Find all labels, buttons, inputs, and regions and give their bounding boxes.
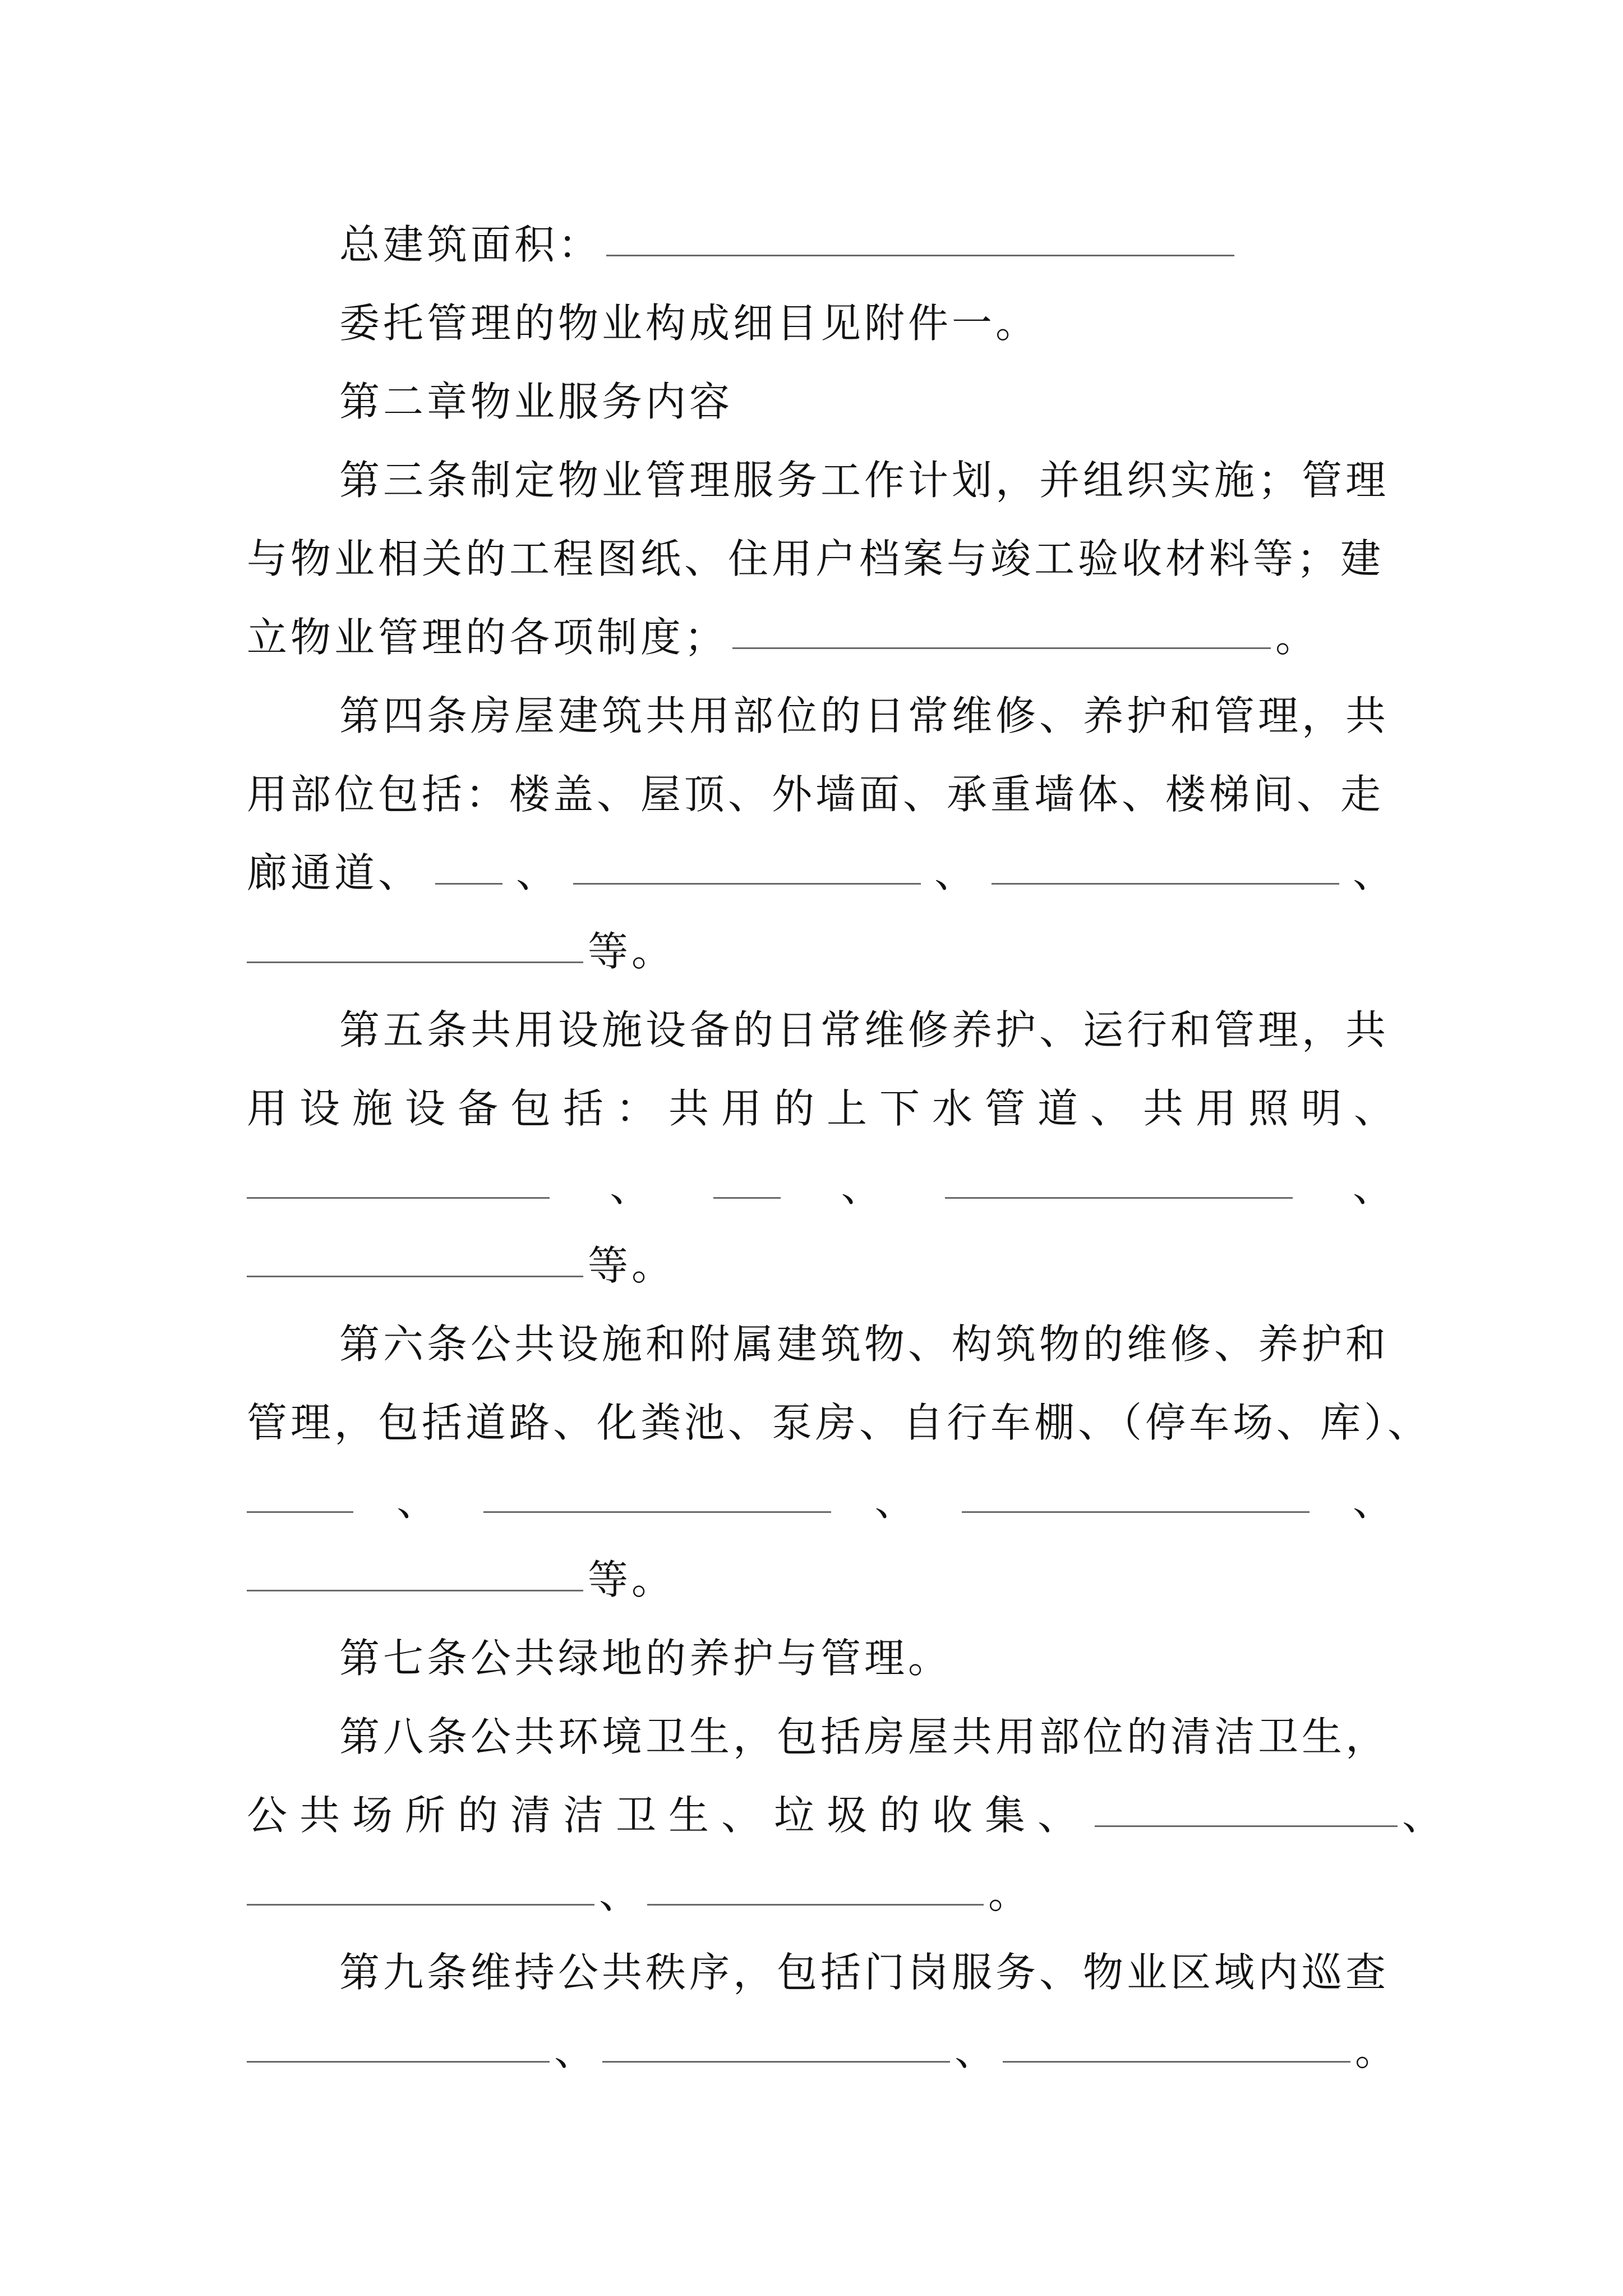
article-3-line-1: [339, 435, 1389, 519]
article-8-line-3: [247, 1848, 1032, 1932]
paragraph-text: 、: [934, 849, 978, 896]
paragraph-text: 第六条公共设施和附属建筑物、构筑物的维修、养护和: [339, 1320, 1390, 1368]
paragraph-text: 、: [515, 849, 560, 896]
paragraph-text: 等。: [588, 1242, 676, 1289]
paragraph-text: 第八条公共环境卫生，包括房屋共用部位的清洁卫生，: [339, 1713, 1390, 1760]
paragraph-text: 、: [1352, 1478, 1396, 1525]
fill-blank[interactable]: [247, 1248, 583, 1277]
fill-blank[interactable]: [247, 1483, 353, 1513]
paragraph-text: 等。: [588, 928, 676, 975]
fill-blank[interactable]: [713, 1169, 781, 1199]
article-5-line-1: [339, 984, 1389, 1069]
fill-blank[interactable]: [247, 1562, 583, 1591]
fill-blank[interactable]: [647, 1876, 984, 1906]
article-6-line-3: [247, 1456, 1396, 1540]
fill-blank[interactable]: [247, 1876, 594, 1906]
fill-blank[interactable]: [247, 1169, 550, 1199]
paragraph-text: 管理，包括道路、化粪池、泵房、自行车棚、（停车场、库）、: [247, 1399, 1432, 1446]
paragraph-text: 、: [396, 1478, 441, 1525]
paragraph-text: 、: [1352, 849, 1396, 896]
paragraph-text: 第七条公共绿地的养护与管理。: [339, 1635, 952, 1682]
paragraph-text: 公共场所的清洁卫生、垃圾的收集、: [247, 1792, 1091, 1839]
paragraph-text: 、: [841, 1163, 885, 1211]
total-area-blank[interactable]: [606, 227, 1234, 256]
paragraph-text: 、: [955, 2027, 999, 2074]
fill-blank[interactable]: [732, 619, 1271, 649]
article-4-line-3: [247, 827, 1396, 912]
fill-blank[interactable]: [573, 855, 921, 885]
paragraph-text: 与物业相关的工程图纸、住用户档案与竣工验收材料等；建: [247, 535, 1385, 582]
article-3-line-2: [247, 513, 1384, 597]
paragraph-text: 、: [610, 1163, 654, 1211]
paragraph-text: 第五条共用设施设备的日常维修养护、运行和管理，共: [339, 1006, 1390, 1053]
article-8-line-2: [247, 1770, 1455, 1854]
total-area-line: [339, 199, 1239, 283]
fill-blank[interactable]: [945, 1169, 1293, 1199]
paragraph-text: 、: [1352, 1163, 1396, 1211]
paragraph-line: [339, 278, 1039, 362]
fill-blank[interactable]: [1095, 1797, 1398, 1827]
fill-blank[interactable]: [1003, 2033, 1350, 2063]
paragraph-text: 、: [1402, 1792, 1455, 1839]
fill-blank[interactable]: [602, 2033, 950, 2063]
article-7-line: [339, 1613, 952, 1697]
paragraph-text: 用部位包括：楼盖、屋顶、外墙面、承重墙体、楼梯间、走: [247, 771, 1385, 818]
article-3-line-3: [247, 592, 1319, 676]
chapter-heading: [339, 356, 733, 440]
paragraph-text: 。: [988, 1870, 1032, 1917]
article-6-line-4: [247, 1534, 675, 1618]
paragraph-text: 立物业管理的各项制度；: [247, 614, 728, 661]
paragraph-text: 等。: [588, 1556, 676, 1603]
paragraph-text: 第九条维持公共秩序，包括门岗服务、物业区域内巡查: [339, 1949, 1390, 1996]
total-area-label: 总建筑面积：: [339, 221, 602, 268]
article-4-line-2: [247, 749, 1384, 833]
paragraph-text: 。: [1355, 2027, 1399, 2074]
article-5-line-2: [247, 1063, 1407, 1147]
article-6-line-1: [339, 1299, 1389, 1383]
article-5-line-3: [247, 1142, 1396, 1226]
fill-blank[interactable]: [992, 855, 1339, 885]
paragraph-text: 。: [1275, 614, 1320, 661]
article-9-line-2: [247, 2005, 1399, 2090]
article-5-line-4: [247, 1220, 675, 1304]
fill-blank[interactable]: [435, 855, 502, 885]
paragraph-text: 、: [874, 1478, 919, 1525]
article-6-line-2: [247, 1377, 1431, 1461]
article-8-line-1: [339, 1691, 1389, 1775]
paragraph-text: 第四条房屋建筑共用部位的日常维修、养护和管理，共: [339, 692, 1390, 739]
article-9-line-1: [339, 1927, 1389, 2011]
chapter-heading-text: 第二章物业服务内容: [339, 378, 734, 425]
paragraph-text: 第三条制定物业管理服务工作计划，并组织实施；管理: [339, 457, 1390, 504]
paragraph-text: 廊通道、: [247, 849, 422, 896]
paragraph-text: 用设施设备包括：共用的上下水管道、共用照明、: [247, 1085, 1407, 1132]
fill-blank[interactable]: [247, 933, 583, 963]
paragraph-text: 、: [554, 2027, 598, 2074]
fill-blank[interactable]: [962, 1483, 1310, 1513]
fill-blank[interactable]: [247, 2033, 550, 2063]
article-4-line-1: [339, 670, 1389, 754]
paragraph-text: 委托管理的物业构成细目见附件一。: [339, 300, 1040, 347]
paragraph-text: 、: [599, 1870, 643, 1917]
article-4-line-4: [247, 906, 675, 990]
fill-blank[interactable]: [483, 1483, 831, 1513]
